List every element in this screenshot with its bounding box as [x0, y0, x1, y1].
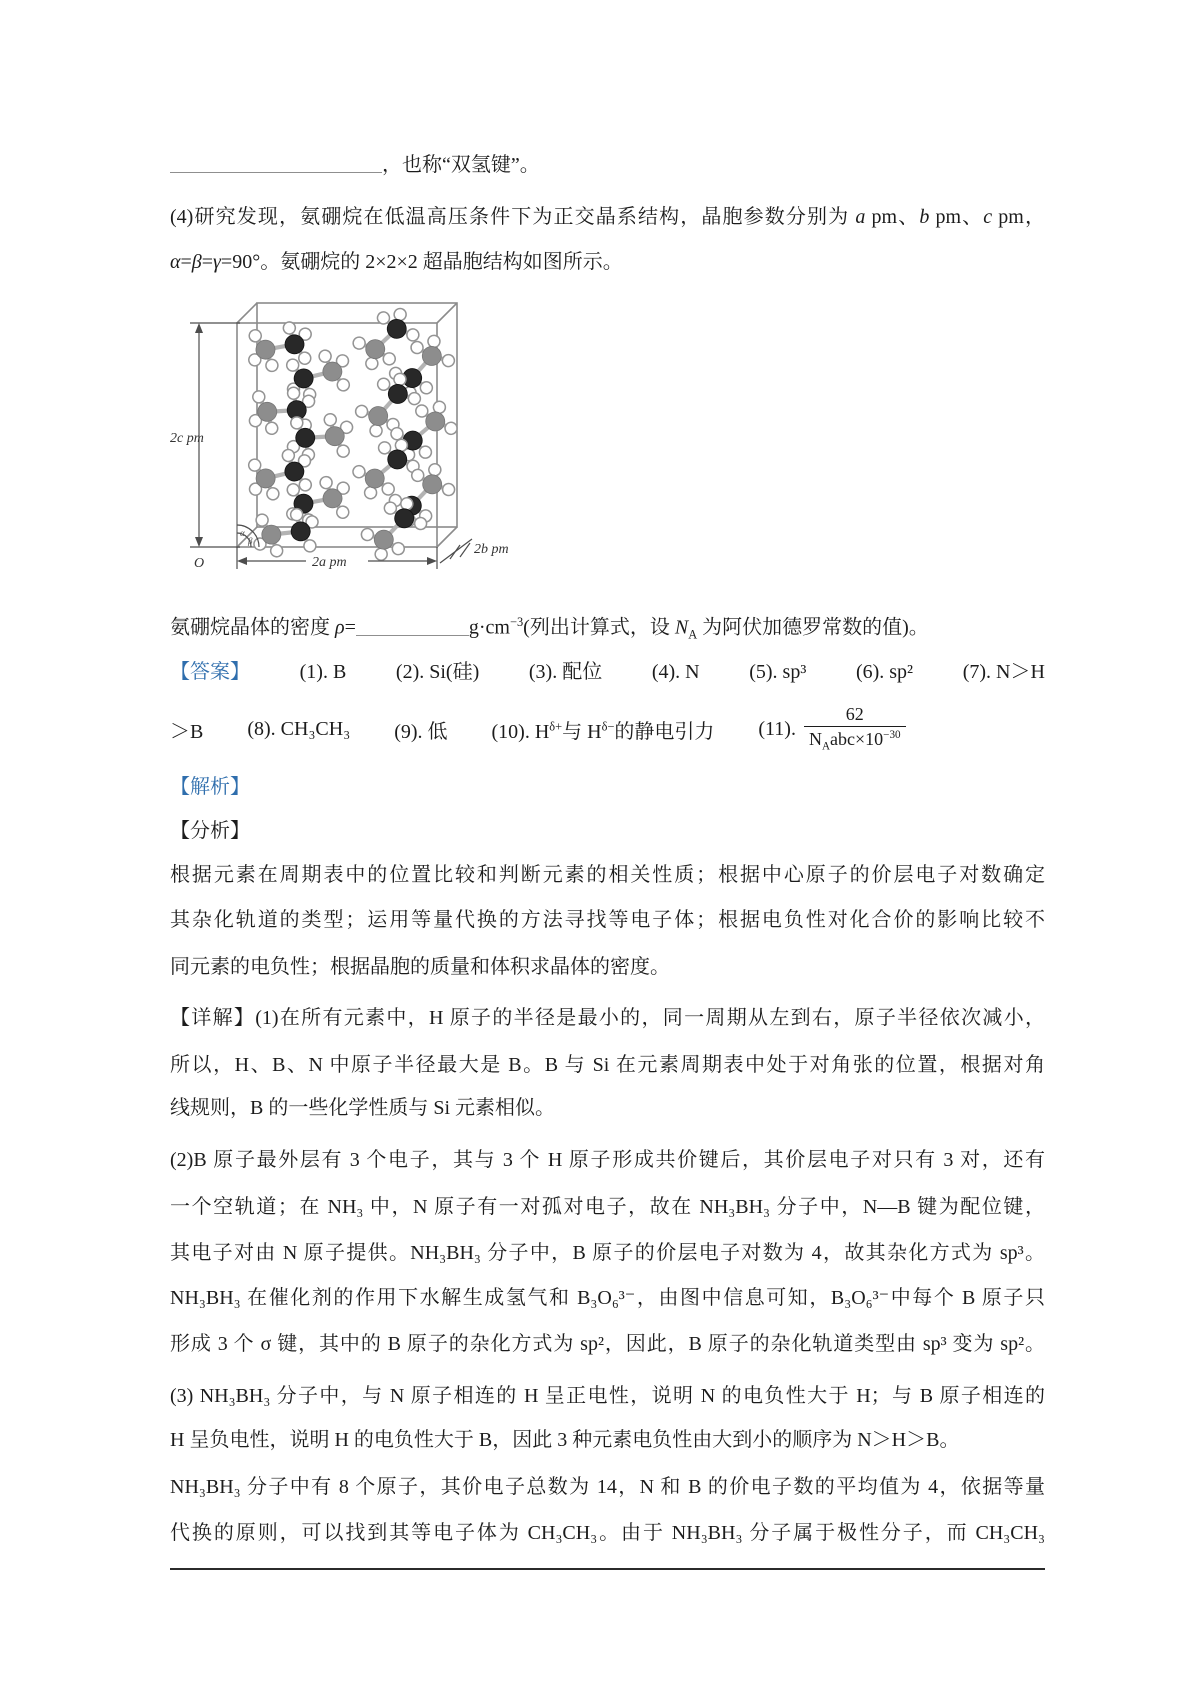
detail-text-3: 线规则，B 的一些化学性质与 Si 元素相似。 [170, 1097, 556, 1119]
avogadro-n-sub: A [688, 627, 698, 642]
angle-beta: β [191, 251, 202, 273]
detail-line-12 [170, 1510, 1045, 1556]
answer-item-8: (8). CH₃CH₃ [247, 717, 351, 740]
detail-line-3 [170, 1085, 1045, 1131]
answer-item-4: (4). N [651, 661, 700, 683]
answer-item-10 [492, 715, 715, 744]
dimension-label-2a: 2a pm [312, 555, 347, 570]
para4-text-5: =90°。氨硼烷的 2×2×2 超晶胞结构如图所示。 [220, 251, 623, 273]
detail-text-7: NH₃BH₃ 在催化剂的作用下水解生成氢气和 B₃O₆³⁻，由图中信息可知，B₃O₆³⁻中每个 B 原子只 [170, 1287, 1045, 1309]
item11-label: (11). [758, 717, 796, 740]
answer-item-1: (1). B [299, 661, 347, 683]
analysis-line-2 [170, 897, 1045, 943]
blank-suffix-text: ，也称“双氢键”。 [382, 154, 540, 176]
analysis-line-1 [170, 852, 1045, 898]
fill-blank-line [170, 142, 1045, 188]
item10-text-1: (10). H [491, 720, 550, 743]
footer-rule [170, 1568, 1045, 1570]
param-c: c [983, 206, 993, 228]
fenxi-header-line [170, 808, 1045, 854]
angle-alpha: α [170, 251, 181, 273]
detail-text-9: (3) NH₃BH₃ 分子中，与 N 原子相连的 H 呈正电性，说明 N 的电负性大于 H；与 B 原子相连的 [170, 1385, 1045, 1407]
detail-line-4 [170, 1137, 1045, 1183]
detail-text-12: 代换的原则，可以找到其等电子体为 CH₃CH₃。由于 NH₃BH₃ 分子属于极性分子，而 CH₃CH₃ [170, 1522, 1045, 1544]
detail-line-8 [170, 1321, 1045, 1367]
item10-sup-1: δ+ [549, 718, 563, 733]
answer-item-7: (7). N＞H [962, 661, 1045, 683]
detail-line-1 [170, 995, 1045, 1041]
para4-line1 [170, 194, 1045, 240]
detail-text-1: 【详解】(1)在所有元素中，H 原子的半径是最小的，同一周期从左到右，原子半径依次减小， [170, 1007, 1045, 1029]
crystal-structure-figure [168, 295, 523, 583]
detail-text-11: NH₃BH₃ 分子中有 8 个原子，其价电子总数为 14，N 和 B 的价电子数的平均值为 4，依据等量 [170, 1476, 1045, 1498]
answer-row-1 [170, 649, 1045, 695]
eq-2: = [201, 251, 214, 273]
detail-text-4: (2)B 原子最外层有 3 个电子，其与 3 个 H 原子形成共价键后，其价层电子对只有 3 对，还有 [170, 1149, 1045, 1171]
angle-label-beta: β [248, 536, 253, 546]
detail-line-7 [170, 1275, 1045, 1321]
density-unit: g·cm [468, 616, 510, 639]
para4-text-1: (4)研究发现，氨硼烷在低温高压条件下为正交晶系结构，晶胞参数分别为 [170, 206, 856, 228]
para4-line2 [170, 239, 1045, 285]
dimension-2a [237, 547, 437, 570]
item10-text-2: 与 H [562, 720, 602, 743]
answer-item-5: (5). sp³ [749, 661, 807, 683]
density-unit-exp: −3 [509, 615, 524, 629]
den-n-sub: A [821, 740, 831, 753]
origin-marks [194, 525, 259, 571]
param-b: b [919, 206, 930, 228]
dimension-2b [440, 539, 509, 563]
jiexi-header: 【解析】 [170, 776, 250, 798]
blank-underline [170, 153, 382, 173]
item11-fraction [804, 703, 906, 754]
analysis-text-3: 同元素的电负性；根据晶胞的质量和体积求晶体的密度。 [170, 956, 670, 978]
answer-item-6: (6). sp² [855, 661, 914, 683]
angle-label-alpha: α [240, 528, 245, 538]
den-abc: abc×10 [830, 728, 884, 749]
detail-text-10: H 呈负电性，说明 H 的电负性大于 B，因此 3 种元素电负性由大到小的顺序为 N＞H＞B。 [170, 1429, 960, 1451]
dimension-label-2c: 2c pm [170, 431, 204, 446]
param-a: a [855, 206, 866, 228]
jiexi-header-line [170, 764, 1045, 810]
eq-1: = [180, 251, 192, 273]
answer-row2-lead: ＞B [170, 720, 204, 743]
analysis-text-2: 其杂化轨道的类型；运用等量代换的方法寻找等电子体；根据电负性对化合价的影响比较不 [170, 909, 1045, 931]
fraction-numerator: 62 [845, 704, 864, 725]
avogadro-n: N [674, 616, 689, 639]
density-blank-underline [356, 616, 469, 636]
answer-item-9: (9). 低 [394, 720, 448, 743]
detail-line-11 [170, 1464, 1045, 1510]
answer-item-3: (3). 配位 [528, 661, 603, 683]
fenxi-header: 【分析】 [170, 820, 250, 842]
detail-line-10 [170, 1417, 1045, 1463]
analysis-text-1: 根据元素在周期表中的位置比较和判断元素的相关性质；根据中心原子的价层电子对数确定 [170, 864, 1045, 886]
crystal-structure-svg [168, 295, 523, 577]
density-line [170, 599, 1045, 645]
rho-symbol: ρ [335, 616, 345, 639]
answer-label: 【答案】 [170, 661, 250, 683]
fraction-denominator [804, 726, 906, 755]
density-text-1: 氨硼烷晶体的密度 [170, 616, 335, 639]
origin-label: O [194, 556, 205, 571]
answer-row-2 [170, 697, 1045, 761]
den-n: N [808, 728, 822, 749]
item10-text-3: 的静电引力 [614, 720, 715, 743]
detail-text-5: 一个空轨道；在 NH₃ 中，N 原子有一对孤对电子，故在 NH₃BH₃ 分子中，N—B 键为配位键， [170, 1196, 1045, 1218]
density-text-2: (列出计算式，设 [523, 616, 675, 639]
detail-line-2 [170, 1042, 1045, 1088]
detail-line-6 [170, 1230, 1045, 1276]
den-exp: −30 [883, 728, 901, 741]
answer-item-11 [758, 703, 905, 754]
para4-text-3: pm、 [929, 206, 984, 228]
para4-text-4: pm， [992, 206, 1045, 228]
density-text-3: 为阿伏加德罗常数的值)。 [697, 616, 929, 639]
detail-text-8: 形成 3 个 σ 键，其中的 B 原子的杂化方式为 sp²，因此，B 原子的杂化轨道类型由 sp³ 变为 sp²。 [170, 1333, 1045, 1355]
answer-item-2: (2). Si(硅) [395, 661, 480, 683]
dimension-2c [170, 323, 240, 547]
angle-gamma: γ [213, 251, 221, 273]
item10-sup-2: δ− [601, 718, 615, 733]
molecule-cluster-grid [241, 304, 463, 569]
detail-line-5 [170, 1184, 1045, 1230]
detail-line-9 [170, 1373, 1045, 1419]
detail-text-2: 所以，H、B、N 中原子半径最大是 B。B 与 Si 在元素周期表中处于对角张的位置，根据对角 [170, 1054, 1045, 1076]
analysis-line-3 [170, 944, 1045, 990]
dimension-label-2b: 2b pm [474, 542, 509, 557]
detail-text-6: 其电子对由 N 原子提供。NH₃BH₃ 分子中，B 原子的价层电子对数为 4，故其杂化方式为 sp³。 [170, 1242, 1045, 1264]
density-eq: = [344, 616, 356, 639]
para4-text-2: pm、 [865, 206, 920, 228]
